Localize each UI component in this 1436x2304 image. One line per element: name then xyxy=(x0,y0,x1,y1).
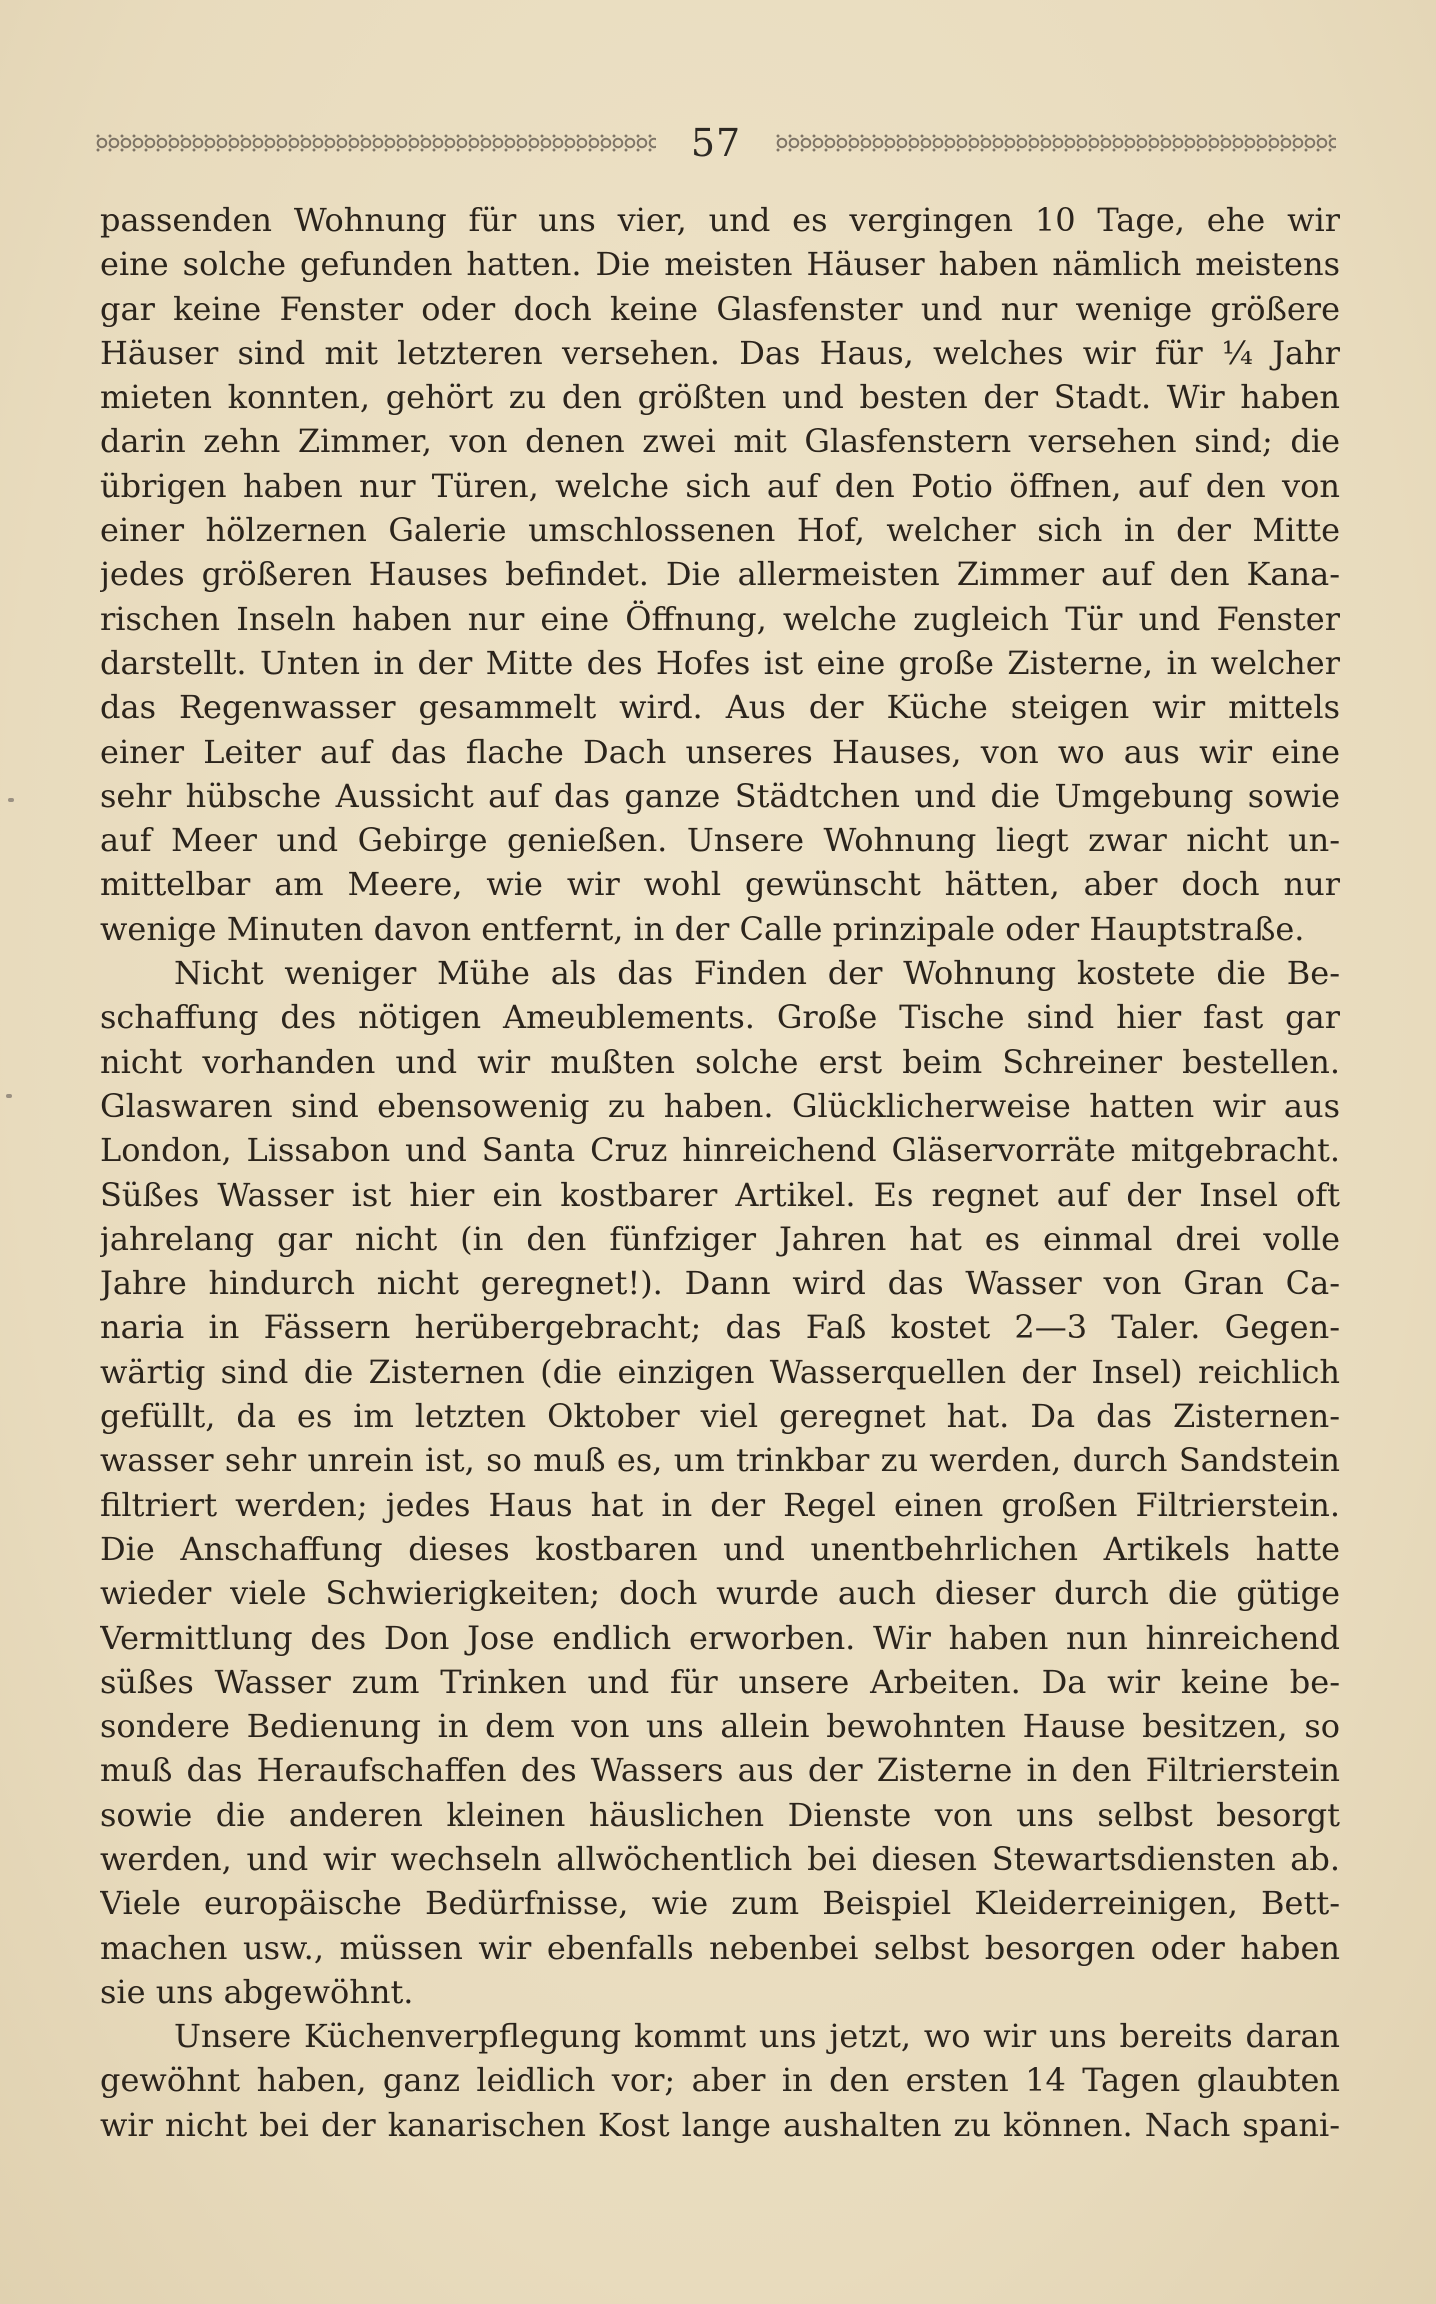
text-line: darin zehn Zimmer, von denen zwei mit Glasfenstern versehen sind; die xyxy=(100,422,1340,461)
text-line: werden, und wir wechseln allwöchentlich bei diesen Stewartsdiensten ab. xyxy=(100,1839,1340,1878)
text-line: naria in Fässern herübergebracht; das Faß kostet 2—3 Taler. Gegen- xyxy=(100,1308,1340,1347)
text-line: eine solche gefunden hatten. Die meisten Häuser haben nämlich meistens xyxy=(100,245,1340,284)
text-line: Glaswaren sind ebensowenig zu haben. Glücklicherweise hatten wir aus xyxy=(100,1086,1340,1125)
text-line: sondere Bedienung in dem von uns allein bewohnten Hause besitzen, so xyxy=(100,1707,1340,1746)
margin-speck xyxy=(8,798,14,802)
text-line: muß das Heraufschaffen des Wassers aus der Zisterne in den Filtrierstein xyxy=(100,1751,1340,1790)
text-line: süßes Wasser zum Trinken und für unsere Arbeiten. Da wir keine be- xyxy=(100,1662,1340,1701)
text-line: sowie die anderen kleinen häuslichen Dienste von uns selbst besorgt xyxy=(100,1795,1340,1834)
text-line: machen usw., müssen wir ebenfalls nebenbei selbst besorgen oder haben xyxy=(100,1928,1340,1967)
text-line: Süßes Wasser ist hier ein kostbarer Artikel. Es regnet auf der Insel oft xyxy=(100,1175,1340,1214)
text-line: sie uns abgewöhnt. xyxy=(100,1972,414,2011)
text-line: einer Leiter auf das flache Dach unseres Hauses, von wo aus wir eine xyxy=(100,732,1340,771)
left-ornament-rule xyxy=(96,132,656,154)
text-line: auf Meer und Gebirge genießen. Unsere Wohnung liegt zwar nicht un- xyxy=(100,821,1340,860)
text-line: schaffung des nötigen Ameublements. Große Tische sind hier fast gar xyxy=(100,998,1340,1037)
page-header xyxy=(96,118,1336,168)
text-line: Jahre hindurch nicht geregnet!). Dann wird das Wasser von Gran Ca- xyxy=(100,1264,1340,1303)
text-line: darstellt. Unten in der Mitte des Hofes ist eine große Zisterne, in welcher xyxy=(100,643,1340,682)
text-line: passenden Wohnung für uns vier, und es vergingen 10 Tage, ehe wir xyxy=(100,201,1340,239)
text-line: sehr hübsche Aussicht auf das ganze Städtchen und die Umgebung sowie xyxy=(100,776,1340,815)
text-line: Unsere Küchenverpflegung kommt uns jetzt, wo wir uns bereits daran xyxy=(174,2017,1340,2056)
text-line: gewöhnt haben, ganz leidlich vor; aber in den ersten 14 Tagen glaubten xyxy=(100,2061,1340,2100)
text-line: Die Anschaffung dieses kostbaren und unentbehrlichen Artikels hatte xyxy=(100,1529,1340,1568)
text-line: gefüllt, da es im letzten Oktober viel geregnet hat. Da das Zisternen- xyxy=(100,1397,1340,1436)
right-ornament-rule xyxy=(776,132,1336,154)
text-line: mittelbar am Meere, wie wir wohl gewünscht hätten, aber doch nur xyxy=(100,865,1340,904)
text-line: Nicht weniger Mühe als das Finden der Wohnung kostete die Be- xyxy=(174,954,1340,993)
text-line: mieten konnten, gehört zu den größten und besten der Stadt. Wir haben xyxy=(100,378,1340,417)
page-number: 57 xyxy=(690,121,742,165)
text-line: wärtig sind die Zisternen (die einzigen Wasserquellen der Insel) reichlich xyxy=(100,1352,1340,1391)
text-line: gar keine Fenster oder doch keine Glasfenster und nur wenige größere xyxy=(100,289,1340,328)
text-line: einer hölzernen Galerie umschlossenen Hof, welcher sich in der Mitte xyxy=(100,511,1340,550)
text-line: Viele europäische Bedürfnisse, wie zum Beispiel Kleiderreinigen, Bett- xyxy=(100,1884,1340,1923)
body-text xyxy=(100,198,1340,2147)
text-line: wieder viele Schwierigkeiten; doch wurde auch dieser durch die gütige xyxy=(100,1574,1340,1613)
text-line: rischen Inseln haben nur eine Öffnung, welche zugleich Tür und Fenster xyxy=(100,599,1340,638)
text-line: nicht vorhanden und wir mußten solche erst beim Schreiner bestellen. xyxy=(100,1042,1340,1081)
text-line: übrigen haben nur Türen, welche sich auf den Potio öffnen, auf den von xyxy=(100,466,1340,505)
text-line: Häuser sind mit letzteren versehen. Das Haus, welches wir für ¼ Jahr xyxy=(100,333,1340,372)
text-line: filtriert werden; jedes Haus hat in der Regel einen großen Filtrierstein. xyxy=(100,1485,1340,1524)
text-line: jedes größeren Hauses befindet. Die allermeisten Zimmer auf den Kana- xyxy=(100,555,1340,594)
text-line: das Regenwasser gesammelt wird. Aus der Küche steigen wir mittels xyxy=(100,688,1340,727)
text-line: jahrelang gar nicht (in den fünfziger Jahren hat es einmal drei volle xyxy=(100,1219,1340,1258)
text-line: wir nicht bei der kanarischen Kost lange aushalten zu können. Nach spani- xyxy=(100,2105,1340,2144)
text-line: London, Lissabon und Santa Cruz hinreichend Gläservorräte mitgebracht. xyxy=(100,1131,1340,1170)
text-line: Vermittlung des Don Jose endlich erworben. Wir haben nun hinreichend xyxy=(100,1618,1340,1657)
text-line: wasser sehr unrein ist, so muß es, um trinkbar zu werden, durch Sandstein xyxy=(100,1441,1340,1480)
margin-speck xyxy=(6,1094,12,1098)
text-line: wenige Minuten davon entfernt, in der Calle prinzipale oder Hauptstraße. xyxy=(100,909,1305,948)
